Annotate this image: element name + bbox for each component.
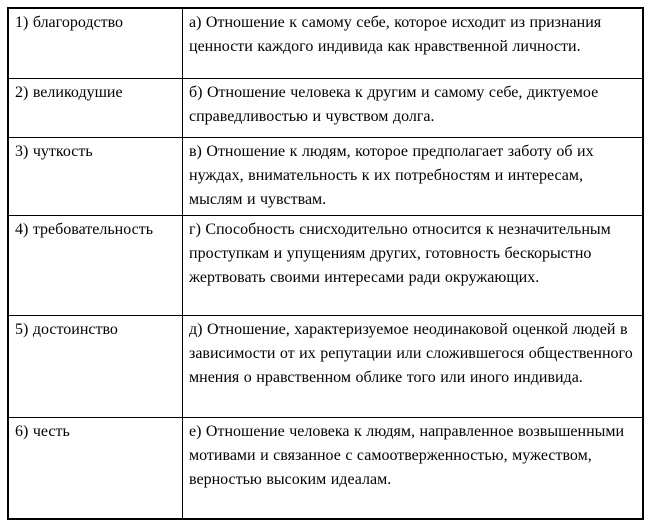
table-row — [8, 417, 643, 519]
definition-cell: б) Отношение человека к другим и самому себе, диктуемое справедливостью и чувством долга. — [183, 78, 644, 137]
table-row — [8, 78, 643, 137]
term-cell: 5) достоинство — [8, 315, 183, 417]
term-cell: 6) честь — [8, 417, 183, 519]
matching-table — [7, 7, 644, 520]
definition-cell: а) Отношение к самому себе, которое исходит из признания ценности каждого индивида как нравственной личности. — [183, 8, 644, 78]
table-row — [8, 8, 643, 78]
term-cell: 1) благородство — [8, 8, 183, 78]
definition-cell: г) Способность снисходительно относится к незначительным проступкам и упущениям других, готовность бескорыстно жертвовать своими интересами ради окружающих. — [183, 215, 644, 315]
term-cell: 2) великодушие — [8, 78, 183, 137]
table-row — [8, 315, 643, 417]
term-cell: 4) требовательность — [8, 215, 183, 315]
definition-cell: д) Отношение, характеризуемое неодинаковой оценкой людей в зависимости от их репутации или сложившегося общественного мнения о нравственном облике того или иного индивида. — [183, 315, 644, 417]
table-row — [8, 215, 643, 315]
definition-cell: е) Отношение человека к людям, направленное возвышенными мотивами и связанное с самоотверженностью, мужеством, верностью высоким идеалам. — [183, 417, 644, 519]
table-row — [8, 137, 643, 215]
definition-cell: в) Отношение к людям, которое предполагает заботу об их нуждах, внимательность к их потребностям и интересам, мыслям и чувствам. — [183, 137, 644, 215]
matching-table-body — [8, 8, 643, 519]
term-cell: 3) чуткость — [8, 137, 183, 215]
document-page — [7, 7, 644, 520]
